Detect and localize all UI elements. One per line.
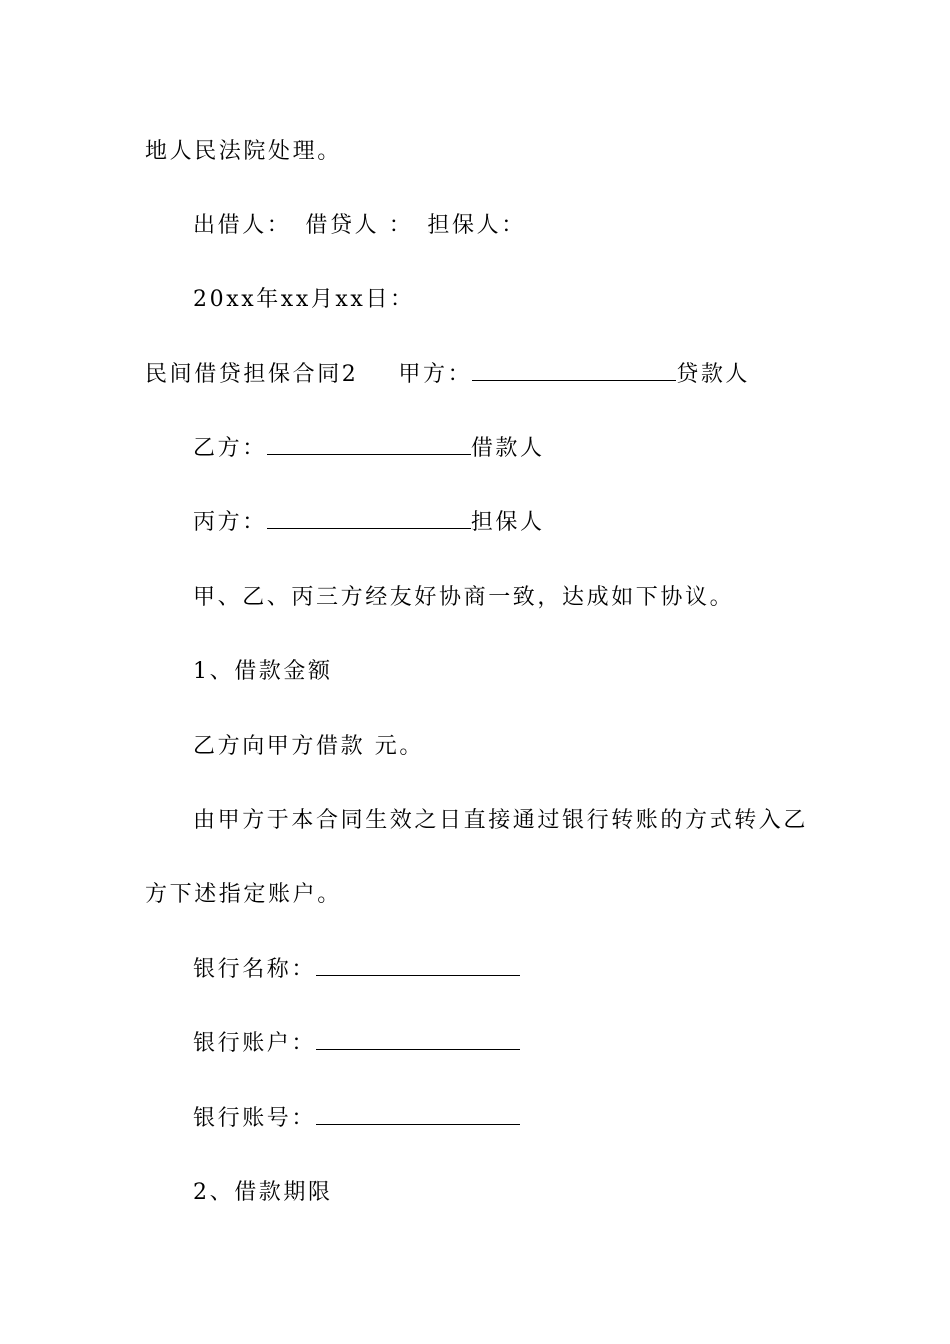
loan-amount-text: 乙方向甲方借款 元。 [193,734,424,759]
party-a-label: 甲方： [398,362,473,387]
lender-label: 出借人： [193,213,292,238]
party-b-blank [267,434,471,455]
party-b-label: 乙方： [193,436,267,461]
bank-number-label: 银行账号： [193,1106,317,1131]
bank-account-blank [316,1029,520,1050]
paragraph-court: 地人民法院处理。 [145,139,342,164]
bank-number-blank [316,1104,520,1125]
date-line: 20xx年xx月xx日： [193,287,415,312]
party-c-role: 担保人 [470,510,545,535]
contract-title-line [145,360,750,390]
borrower-label: 借贷人 ： [305,213,414,238]
transfer-text-line2: 方下述指定账户。 [145,882,342,907]
party-c-label: 丙方： [193,510,267,535]
agreement-intro: 甲、乙、丙三方经友好协商一致，达成如下协议。 [193,585,735,610]
bank-number-line [193,1104,520,1134]
party-b-role: 借款人 [470,436,545,461]
section-2-heading: 2、借款期限 [193,1180,333,1205]
section-1-heading: 1、借款金额 [193,659,333,684]
contract-title: 民间借贷担保合同2 [145,362,359,387]
party-a-blank [472,360,676,381]
guarantor-label: 担保人： [427,213,526,238]
party-c-line [193,508,545,538]
bank-name-blank [316,955,520,976]
party-a-role: 贷款人 [676,362,751,387]
bank-name-label: 银行名称： [193,957,317,982]
bank-name-line [193,955,520,985]
signature-line [193,211,526,241]
transfer-text-line1: 由甲方于本合同生效之日直接通过银行转账的方式转入乙 [193,808,809,833]
bank-account-label: 银行账户： [193,1031,317,1056]
party-c-blank [267,508,471,529]
bank-account-line [193,1029,520,1059]
party-b-line [193,434,545,464]
